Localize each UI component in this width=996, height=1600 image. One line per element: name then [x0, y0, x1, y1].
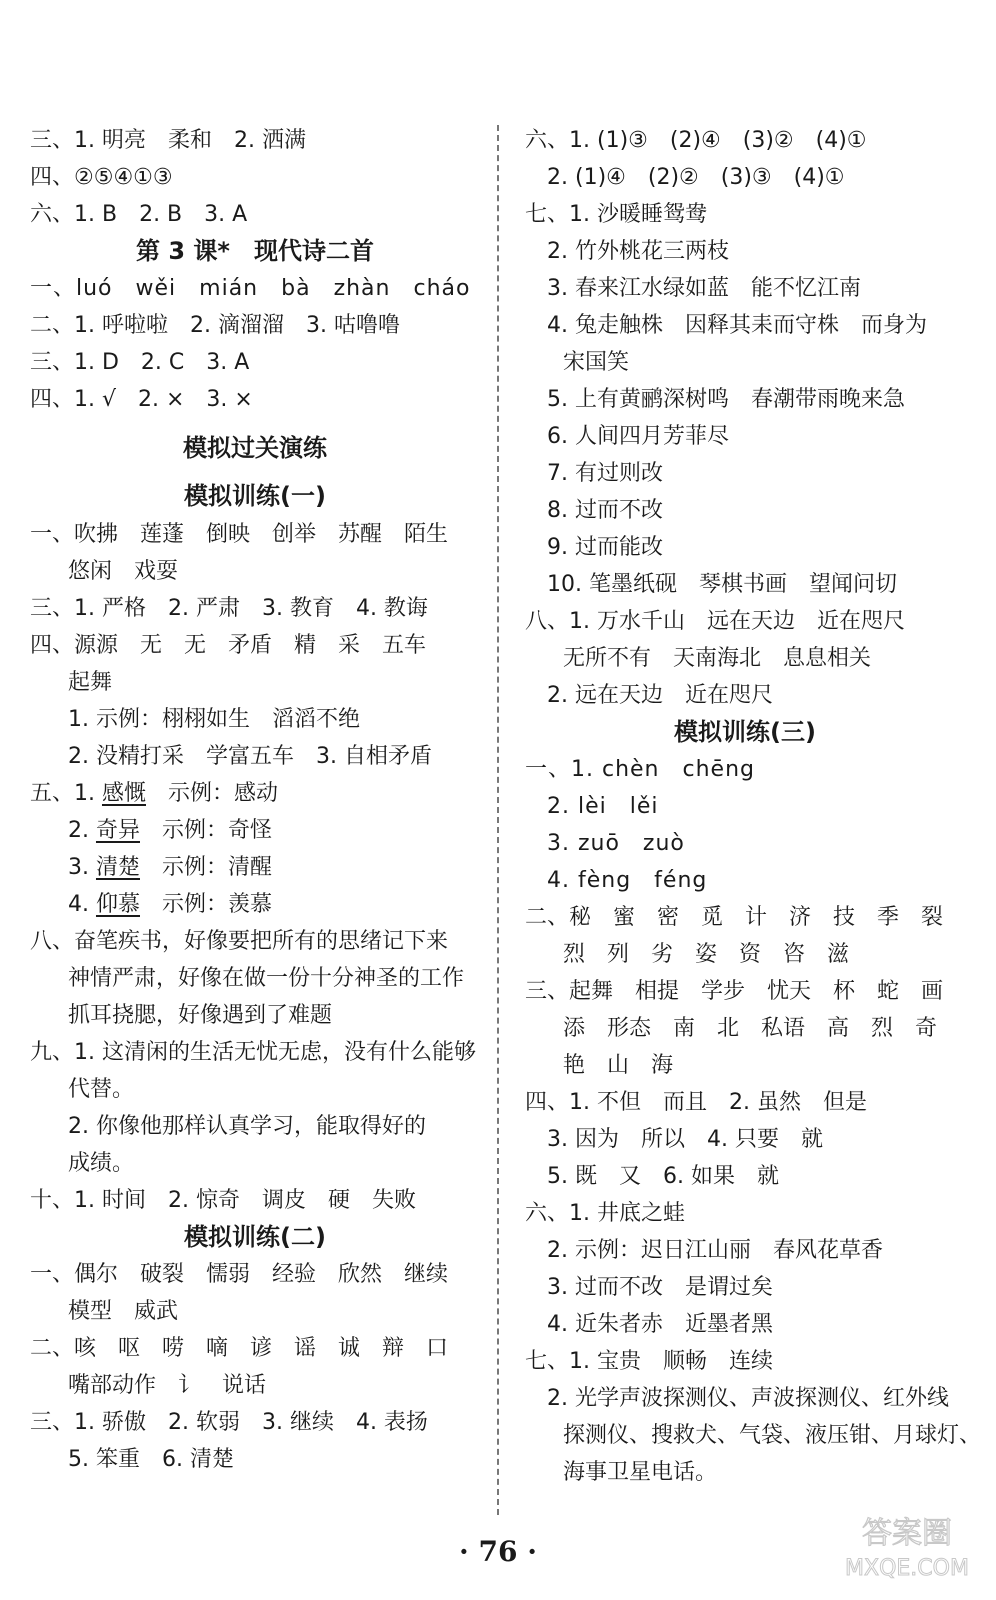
underlined-word: 仰慕	[95, 892, 140, 917]
answer-line: 代替。	[68, 1077, 135, 1102]
answer-line: 1. 示例：栩栩如生 滔滔不绝	[68, 707, 360, 732]
answer-line: 一、吹拂 莲蓬 倒映 创举 苏醒 陌生	[30, 522, 449, 547]
watermark-logo	[832, 1505, 982, 1585]
answer-line: 九、1. 这清闲的生活无忧无虑，没有什么能够	[30, 1040, 476, 1065]
answer-line: 2. 奇异 示例：奇怪	[68, 818, 273, 843]
answer-line: 3. 清楚 示例：清醒	[68, 855, 273, 880]
underlined-word: 奇异	[95, 818, 140, 843]
answer-line: 9. 过而能改	[547, 535, 663, 560]
answer-line: 四、源源 无 无 矛盾 精 采 五车	[30, 633, 427, 658]
answer-line: 3. 因为 所以 4. 只要 就	[547, 1127, 823, 1152]
answer-line: 2. 没精打采 学富五车 3. 自相矛盾	[68, 744, 432, 769]
answer-line: 成绩。	[68, 1151, 135, 1176]
pinyin-line: 4. fèng féng	[547, 868, 708, 893]
answer-line: 5. 既 又 6. 如果 就	[547, 1164, 779, 1189]
answer-line: 六、1. B 2. B 3. A	[30, 202, 248, 227]
training-2-heading: 模拟训练(二)	[184, 1223, 326, 1251]
answer-line: 二、秘 蜜 密 觅 计 济 技 季 裂	[525, 905, 944, 930]
answer-line: 四、②⑤④①③	[30, 165, 173, 190]
answer-line: 八、奋笔疾书，好像要把所有的思绪记下来	[30, 929, 449, 954]
watermark-text-cn: 答案圈	[862, 1516, 952, 1551]
answer-line: 2. 你像他那样认真学习，能取得好的	[68, 1114, 426, 1139]
answer-line: 抓耳挠腮，好像遇到了难题	[68, 1003, 333, 1028]
answer-line: 二、1. 呼啦啦 2. 滴溜溜 3. 咕噜噜	[30, 313, 400, 338]
answer-line: 艳 山 海	[563, 1053, 674, 1078]
answer-line: 10. 笔墨纸砚 琴棋书画 望闻问切	[547, 572, 897, 597]
answer-line: 宋国笑	[563, 350, 630, 375]
answer-line: 2. 光学声波探测仪、声波探测仪、红外线	[547, 1386, 949, 1411]
answer-line: 海事卫星电话。	[563, 1460, 718, 1485]
pinyin-line: 2. lèi lěi	[547, 794, 659, 819]
left-column	[30, 122, 480, 1478]
answer-line: 七、1. 沙暖睡鸳鸯	[525, 202, 707, 227]
answer-line: 3. 春来江水绿如蓝 能不忆江南	[547, 276, 861, 301]
answer-line: 4. 兔走触株 因释其耒而守株 而身为	[547, 313, 927, 338]
answer-line: 神情严肃，好像在做一份十分神圣的工作	[68, 966, 465, 991]
answer-line: 十、1. 时间 2. 惊奇 调皮 硬 失败	[30, 1188, 416, 1213]
answer-line: 五、1. 感慨 示例：感动	[30, 781, 279, 806]
underlined-word: 清楚	[95, 855, 140, 880]
answer-line: 嘴部动作 讠 说话	[68, 1373, 267, 1398]
answer-line: 模型 威武	[68, 1299, 179, 1324]
answer-line: 添 形态 南 北 私语 高 烈 奇	[563, 1016, 938, 1041]
answer-line: 六、1. 井底之蛙	[525, 1201, 685, 1226]
training-1-heading: 模拟训练(一)	[184, 482, 326, 510]
answer-line: 5. 上有黄鹂深树鸣 春潮带雨晚来急	[547, 387, 905, 412]
answer-line: 三、1. 明亮 柔和 2. 洒满	[30, 128, 306, 153]
page-number: · 76 ·	[459, 1535, 537, 1568]
training-3-heading: 模拟训练(三)	[674, 718, 816, 746]
answer-line: 六、1. (1)③ (2)④ (3)② (4)①	[525, 128, 867, 153]
lesson-heading: 第 3 课* 现代诗二首	[136, 237, 374, 265]
answer-line: 七、1. 宝贵 顺畅 连续	[525, 1349, 773, 1374]
answer-line: 2. 竹外桃花三两枝	[547, 239, 729, 264]
answer-line: 无所不有 天南海北 息息相关	[563, 646, 872, 671]
answer-line: 6. 人间四月芳菲尽	[547, 424, 729, 449]
answer-line: 四、1. 不但 而且 2. 虽然 但是	[525, 1090, 867, 1115]
pinyin-line: 一、1. chèn chēng	[525, 757, 755, 782]
answer-line: 一、偶尔 破裂 懦弱 经验 欣然 继续	[30, 1262, 449, 1287]
answer-line: 二、咳 呕 唠 嘀 谚 谣 诚 辩 口	[30, 1336, 449, 1361]
answer-line: 8. 过而不改	[547, 498, 663, 523]
answer-line: 悠闲 戏耍	[68, 559, 179, 584]
pinyin-line: 一、luó wěi mián bà zhàn cháo	[30, 276, 471, 301]
answer-line: 5. 笨重 6. 清楚	[68, 1447, 234, 1472]
answer-line: 2. 示例：迟日江山丽 春风花草香	[547, 1238, 883, 1263]
answer-line: 4. 近朱者赤 近墨者黑	[547, 1312, 773, 1337]
section-heading: 模拟过关演练	[183, 434, 327, 462]
answer-line: 起舞	[68, 670, 113, 695]
answer-line: 三、起舞 相提 学步 忧天 杯 蛇 画	[525, 979, 944, 1004]
column-divider	[497, 125, 499, 1515]
watermark-text-en: MXQE.COM	[845, 1556, 969, 1581]
answer-line: 三、1. D 2. C 3. A	[30, 350, 250, 375]
answer-line: 探测仪、搜救犬、气袋、液压钳、月球灯、	[563, 1423, 982, 1448]
answer-line: 7. 有过则改	[547, 461, 663, 486]
answer-line: 三、1. 骄傲 2. 软弱 3. 继续 4. 表扬	[30, 1410, 428, 1435]
answer-line: 2. 远在天边 近在咫尺	[547, 683, 773, 708]
underlined-word: 感慨	[101, 781, 146, 806]
answer-line: 4. 仰慕 示例：羡慕	[68, 892, 273, 917]
answer-line: 烈 列 劣 姿 资 咨 滋	[563, 942, 850, 967]
answer-line: 三、1. 严格 2. 严肃 3. 教育 4. 教诲	[30, 596, 428, 621]
answer-line: 八、1. 万水千山 远在天边 近在咫尺	[525, 609, 905, 634]
answer-line: 四、1. √ 2. × 3. ×	[30, 387, 253, 412]
pinyin-line: 3. zuō zuò	[547, 831, 685, 856]
answer-line: 2. (1)④ (2)② (3)③ (4)①	[547, 165, 845, 190]
right-column	[525, 122, 982, 1491]
answer-line: 3. 过而不改 是谓过矣	[547, 1275, 773, 1300]
